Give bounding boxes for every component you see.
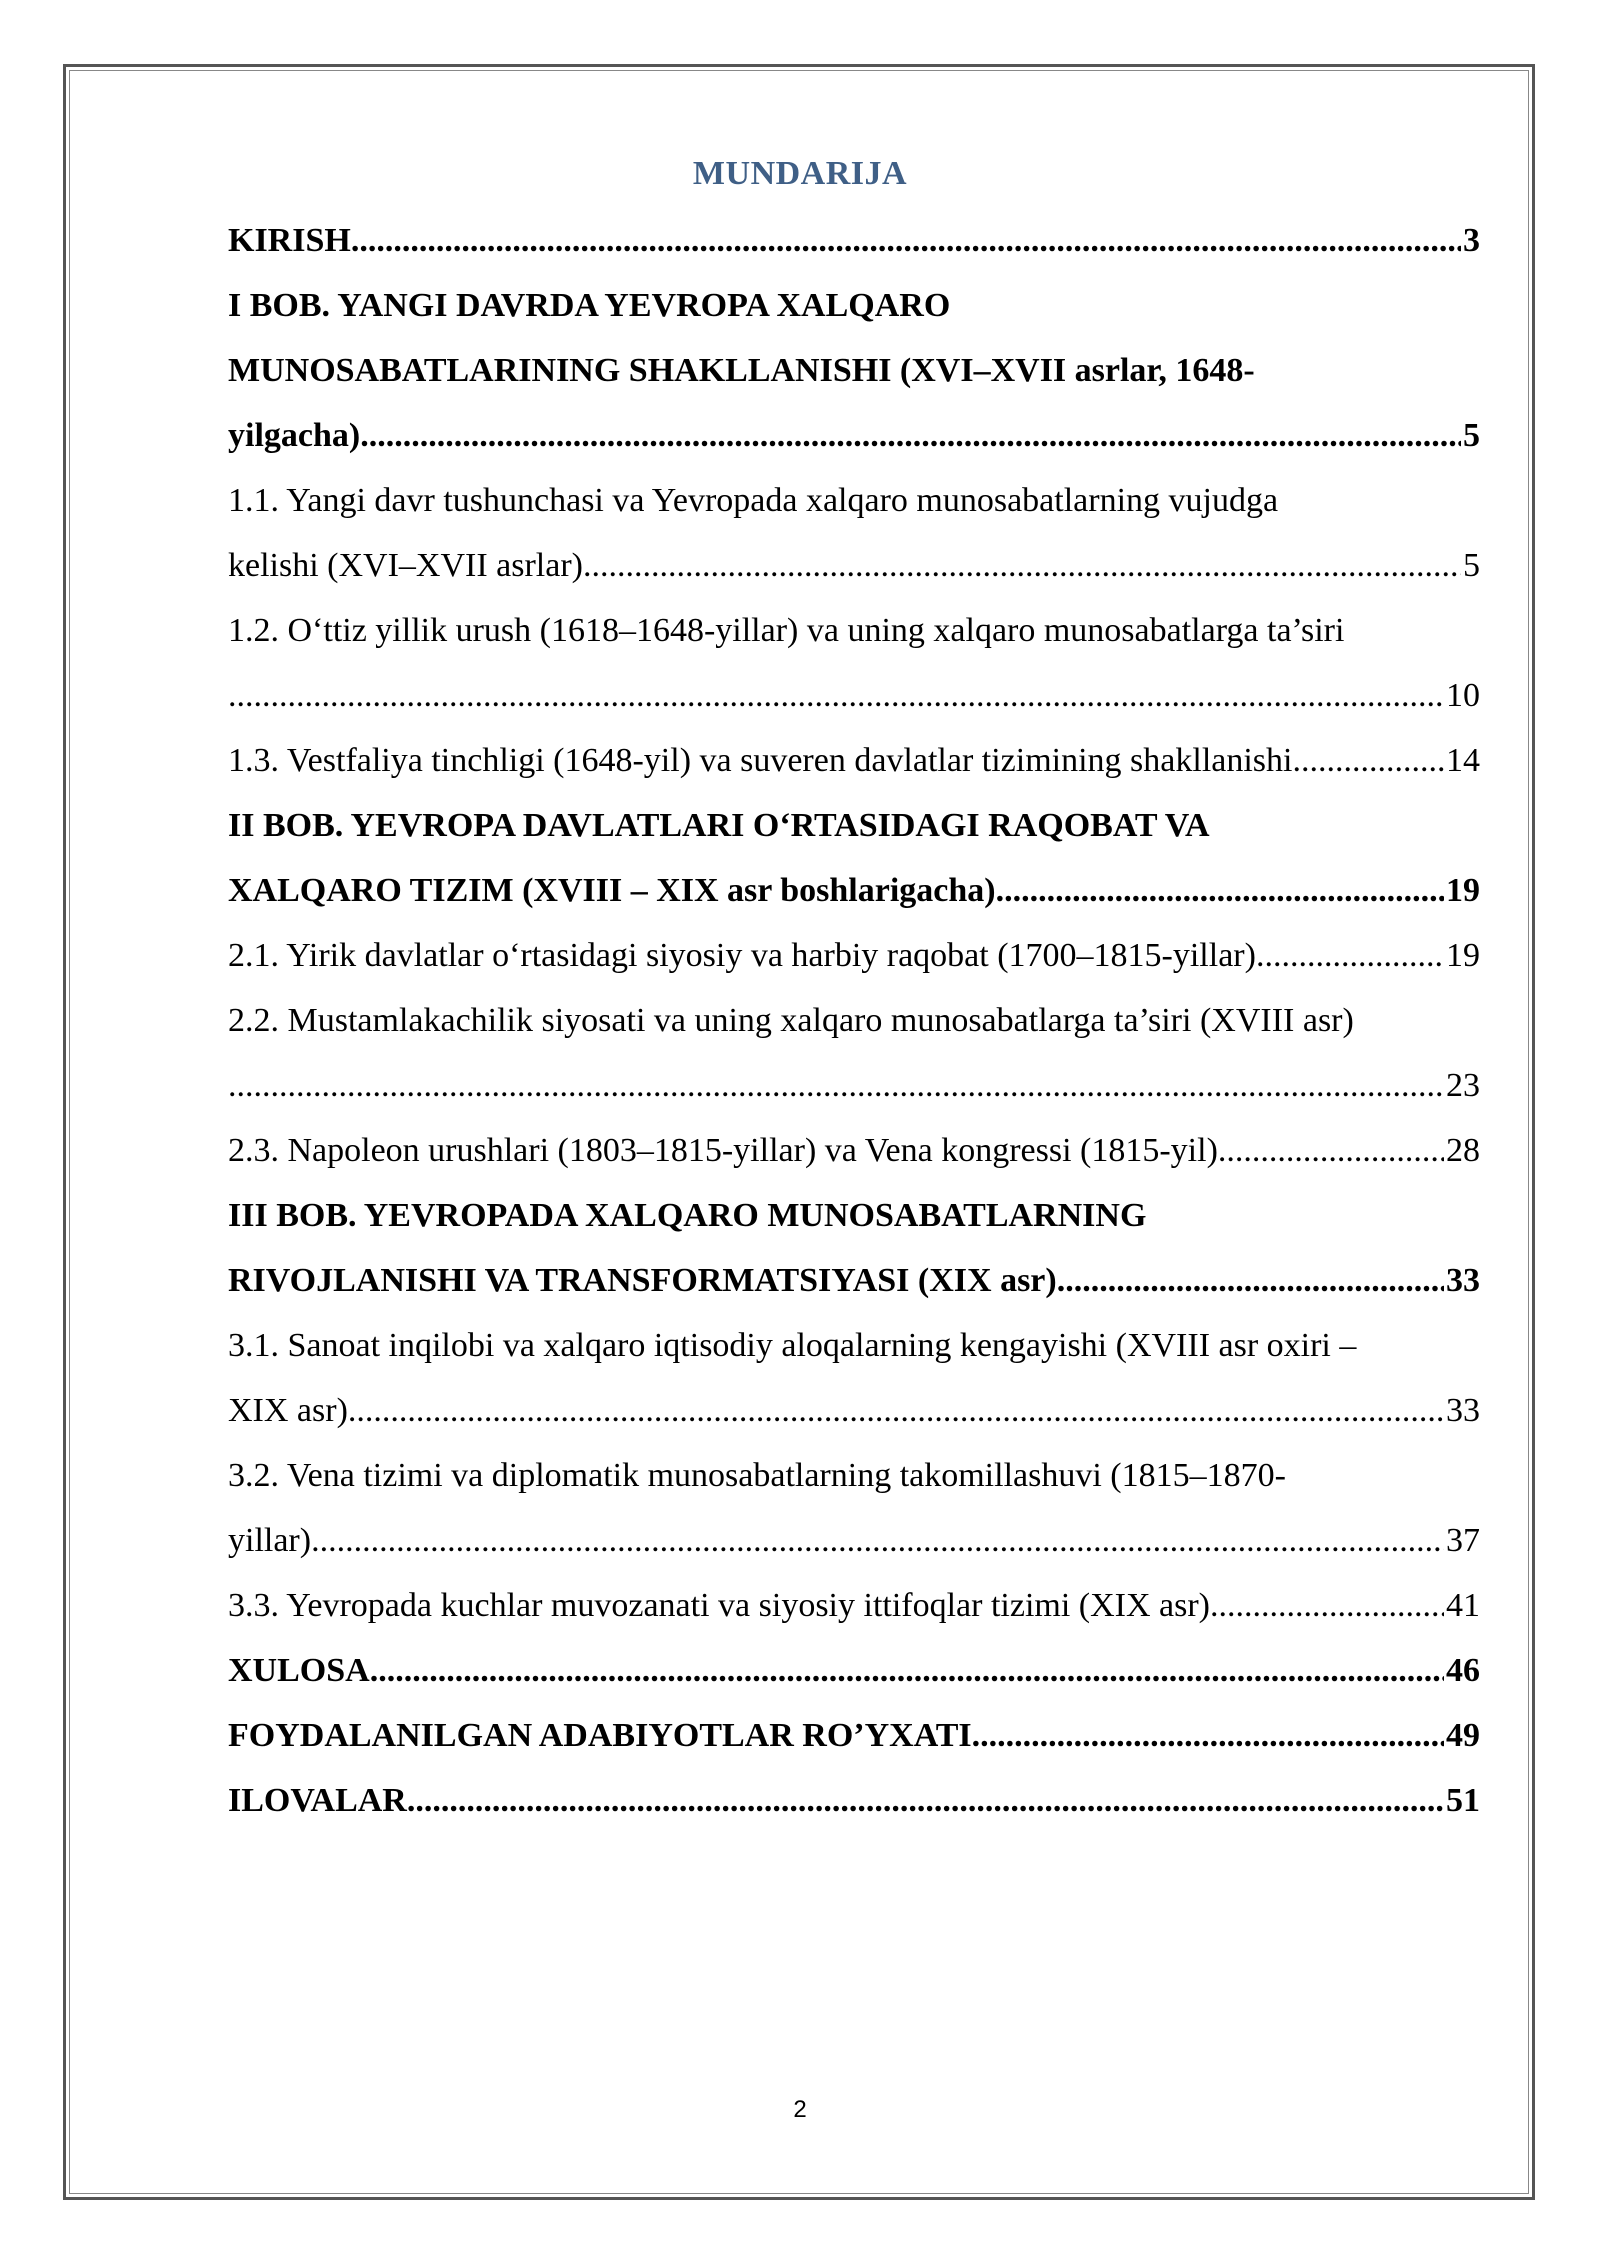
toc-entry-last-line: [228, 1573, 1480, 1638]
toc-entry-text: XULOSA: [228, 1652, 370, 1689]
toc-page-number: 19: [1446, 872, 1480, 909]
page-number: 2: [793, 2096, 807, 2123]
toc-entry-text: FOYDALANILGAN ADABIYOTLAR RO’YXATI: [228, 1717, 972, 1754]
toc-entry-text: XIX asr): [228, 1392, 348, 1429]
toc-leader-dots: [996, 858, 1444, 923]
toc-leader-dots: [1292, 728, 1444, 793]
toc-entry[interactable]: [228, 728, 1480, 793]
toc-page-number: 19: [1446, 937, 1480, 974]
toc-leader-dots: [311, 1508, 1444, 1573]
toc-page-number: 28: [1446, 1132, 1480, 1169]
toc-entry-last-line: [228, 728, 1480, 793]
toc-page-number: 23: [1446, 1067, 1480, 1104]
toc-entry[interactable]: [228, 923, 1480, 988]
toc-entry[interactable]: [228, 598, 1480, 728]
toc-entry[interactable]: [228, 1183, 1480, 1313]
toc-entry[interactable]: [228, 273, 1480, 468]
toc-entry-last-line: [228, 1508, 1480, 1573]
toc-page-number: 49: [1446, 1717, 1480, 1754]
toc-entry-line: MUNOSABATLARINING SHAKLLANISHI (XVI–XVII asrlar, 1648-: [228, 352, 1255, 389]
toc-entry[interactable]: [228, 1313, 1480, 1443]
toc-leader-dots: [1057, 1248, 1444, 1313]
toc-page-number: 37: [1446, 1522, 1480, 1559]
toc-entry-line: 1.1. Yangi davr tushunchasi va Yevropada xalqaro munosabatlarning vujudga: [228, 482, 1279, 519]
toc-entry-text: 2.1. Yirik davlatlar o‘rtasidagi siyosiy va harbiy raqobat (1700–1815-yillar): [228, 937, 1256, 974]
toc-leader-dots: [407, 1768, 1444, 1833]
toc-entry[interactable]: [228, 1573, 1480, 1638]
toc-leader-dots: [228, 1053, 1444, 1118]
toc-page-number: 14: [1446, 742, 1480, 779]
toc-entry-last-line: [228, 1248, 1480, 1313]
toc-entry-last-line: [228, 1768, 1480, 1833]
table-of-contents: [228, 208, 1480, 1833]
toc-entry-text: XALQARO TIZIM (XVIII – XIX asr boshlarigacha): [228, 872, 996, 909]
toc-entry-last-line: [228, 1053, 1480, 1118]
toc-page-number: 5: [1463, 417, 1480, 454]
toc-entry-line: III BOB. YEVROPADA XALQARO MUNOSABATLARNING: [228, 1197, 1147, 1234]
toc-entry[interactable]: [228, 1768, 1480, 1833]
toc-leader-dots: [348, 1378, 1444, 1443]
toc-entry[interactable]: [228, 208, 1480, 273]
toc-leader-dots: [351, 208, 1461, 273]
toc-leader-dots: [228, 663, 1444, 728]
toc-entry[interactable]: [228, 1703, 1480, 1768]
toc-entry-last-line: [228, 1638, 1480, 1703]
toc-entry-text: 2.3. Napoleon urushlari (1803–1815-yillar) va Vena kongressi (1815-yil): [228, 1132, 1218, 1169]
toc-entry-text: ILOVALAR: [228, 1782, 407, 1819]
toc-entry[interactable]: [228, 1443, 1480, 1573]
toc-entry-last-line: [228, 923, 1480, 988]
toc-entry-last-line: [228, 663, 1480, 728]
toc-leader-dots: [583, 533, 1461, 598]
toc-entry-text: yillar): [228, 1522, 312, 1559]
toc-entry-text: KIRISH: [228, 222, 351, 259]
toc-entry[interactable]: [228, 988, 1480, 1118]
toc-entry-last-line: [228, 1378, 1480, 1443]
toc-page-number: 10: [1446, 677, 1480, 714]
toc-leader-dots: [1210, 1573, 1444, 1638]
toc-page-number: 5: [1463, 547, 1480, 584]
toc-entry-text: 1.3. Vestfaliya tinchligi (1648-yil) va suveren davlatlar tizimining shakllanishi: [228, 742, 1293, 779]
toc-page-number: 51: [1446, 1782, 1480, 1819]
toc-entry-last-line: [228, 1118, 1480, 1183]
toc-entry-text: kelishi (XVI–XVII asrlar): [228, 547, 583, 584]
toc-title: MUNDARIJA: [692, 155, 908, 192]
toc-entry-last-line: [228, 858, 1480, 923]
toc-entry-line: II BOB. YEVROPA DAVLATLARI O‘RTASIDAGI RAQOBAT VA: [228, 807, 1210, 844]
toc-entry-text: 3.3. Yevropada kuchlar muvozanati va siyosiy ittifoqlar tizimi (XIX asr): [228, 1587, 1210, 1624]
toc-leader-dots: [1256, 923, 1444, 988]
toc-entry-last-line: [228, 208, 1480, 273]
toc-entry-line: 1.2. O‘ttiz yillik urush (1618–1648-yillar) va uning xalqaro munosabatlarga ta’siri: [228, 612, 1345, 649]
toc-entry-text: yilgacha): [228, 417, 361, 454]
toc-page-number: 41: [1446, 1587, 1480, 1624]
toc-page-number: 33: [1446, 1262, 1480, 1299]
toc-entry[interactable]: [228, 1118, 1480, 1183]
toc-entry[interactable]: [228, 468, 1480, 598]
toc-entry-last-line: [228, 403, 1480, 468]
toc-page-number: 3: [1463, 222, 1480, 259]
toc-entry[interactable]: [228, 1638, 1480, 1703]
toc-entry-line: 3.2. Vena tizimi va diplomatik munosabatlarning takomillashuvi (1815–1870-: [228, 1457, 1286, 1494]
toc-entry-line: 2.2. Mustamlakachilik siyosati va uning xalqaro munosabatlarga ta’siri (XVIII asr): [228, 1002, 1354, 1039]
toc-entry-line: I BOB. YANGI DAVRDA YEVROPA XALQARO: [228, 287, 951, 324]
toc-leader-dots: [972, 1703, 1444, 1768]
toc-entry-last-line: [228, 533, 1480, 598]
toc-entry[interactable]: [228, 793, 1480, 923]
toc-leader-dots: [370, 1638, 1444, 1703]
toc-entry-text: RIVOJLANISHI VA TRANSFORMATSIYASI (XIX asr): [228, 1262, 1057, 1299]
toc-entry-last-line: [228, 1703, 1480, 1768]
toc-page-number: 33: [1446, 1392, 1480, 1429]
toc-entry-line: 3.1. Sanoat inqilobi va xalqaro iqtisodiy aloqalarning kengayishi (XVIII asr oxiri –: [228, 1327, 1357, 1364]
toc-leader-dots: [360, 403, 1461, 468]
toc-leader-dots: [1218, 1118, 1444, 1183]
toc-page-number: 46: [1446, 1652, 1480, 1689]
